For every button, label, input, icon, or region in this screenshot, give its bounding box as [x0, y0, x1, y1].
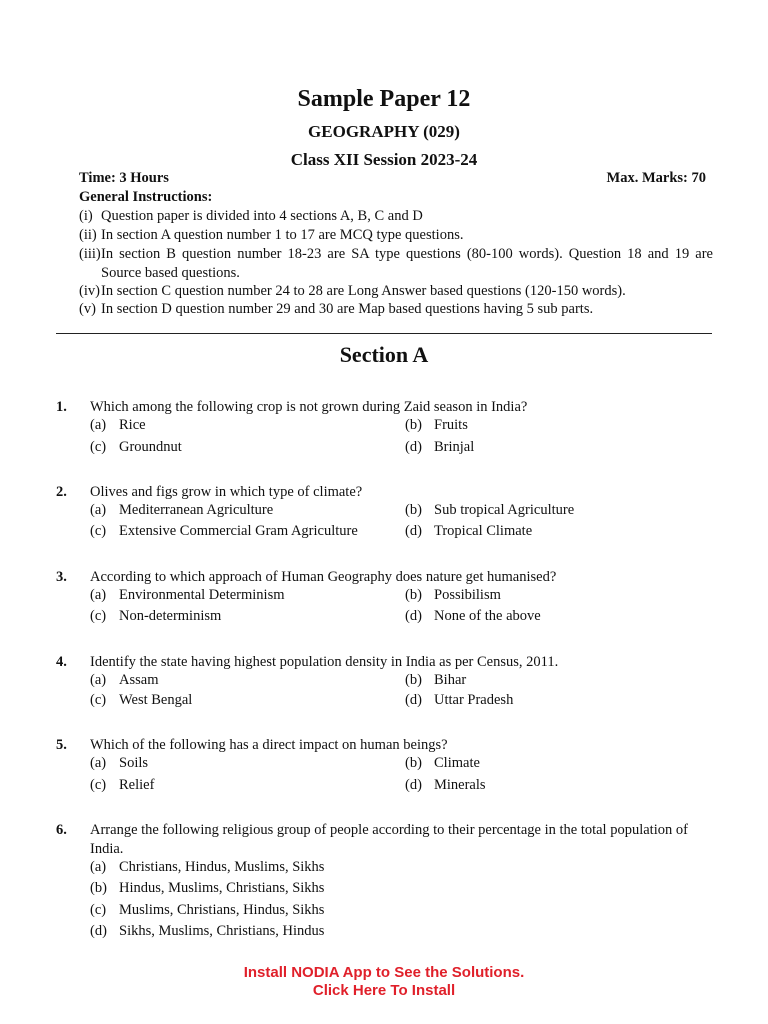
question-1: 1. Which among the following crop is not grown during Zaid season in India?: [56, 399, 528, 415]
instructions-heading: General Instructions:: [79, 189, 213, 205]
instruction-item: (ii) In section A question number 1 to 17 are MCQ type questions.: [79, 227, 464, 243]
click-to-install-link[interactable]: Click Here To Install: [312, 982, 456, 999]
divider: [56, 333, 712, 334]
section-title: Section A: [339, 342, 429, 367]
instruction-item: (v) In section D question number 29 and 30 are Map based questions having 5 sub parts.: [79, 301, 594, 317]
question-3: 3. According to which approach of Human Geography does nature get humanised?: [56, 569, 557, 585]
question-2: 2. Olives and figs grow in which type of climate?: [56, 484, 363, 500]
max-marks-label: Max. Marks: 70: [606, 170, 706, 186]
subject-heading: GEOGRAPHY (029): [308, 122, 460, 141]
instruction-item: (iv) In section C question number 24 to 28 are Long Answer based questions (120-150 words).: [79, 283, 626, 299]
instruction-item: (i) Question paper is divided into 4 sections A, B, C and D: [79, 208, 423, 224]
paper-title: Sample Paper 12: [297, 86, 471, 112]
question-4: 4. Identify the state having highest population density in India as per Census, 2011.: [56, 654, 559, 670]
instruction-item: (iii) In section B question number 18-23 are SA type questions (80-100 words). Question 18 and 19 are Source based questions.: [79, 246, 713, 281]
time-label: Time: 3 Hours: [79, 170, 169, 186]
install-app-link[interactable]: Install NODIA App to See the Solutions.: [243, 964, 525, 981]
question-6: 6. Arrange the following religious group of people according to their percentage in the total population of India.: [56, 822, 688, 857]
exam-meta-row: [79, 170, 711, 187]
session-heading: Class XII Session 2023-24: [290, 150, 478, 169]
question-5: 5. Which of the following has a direct impact on human beings?: [56, 737, 448, 753]
